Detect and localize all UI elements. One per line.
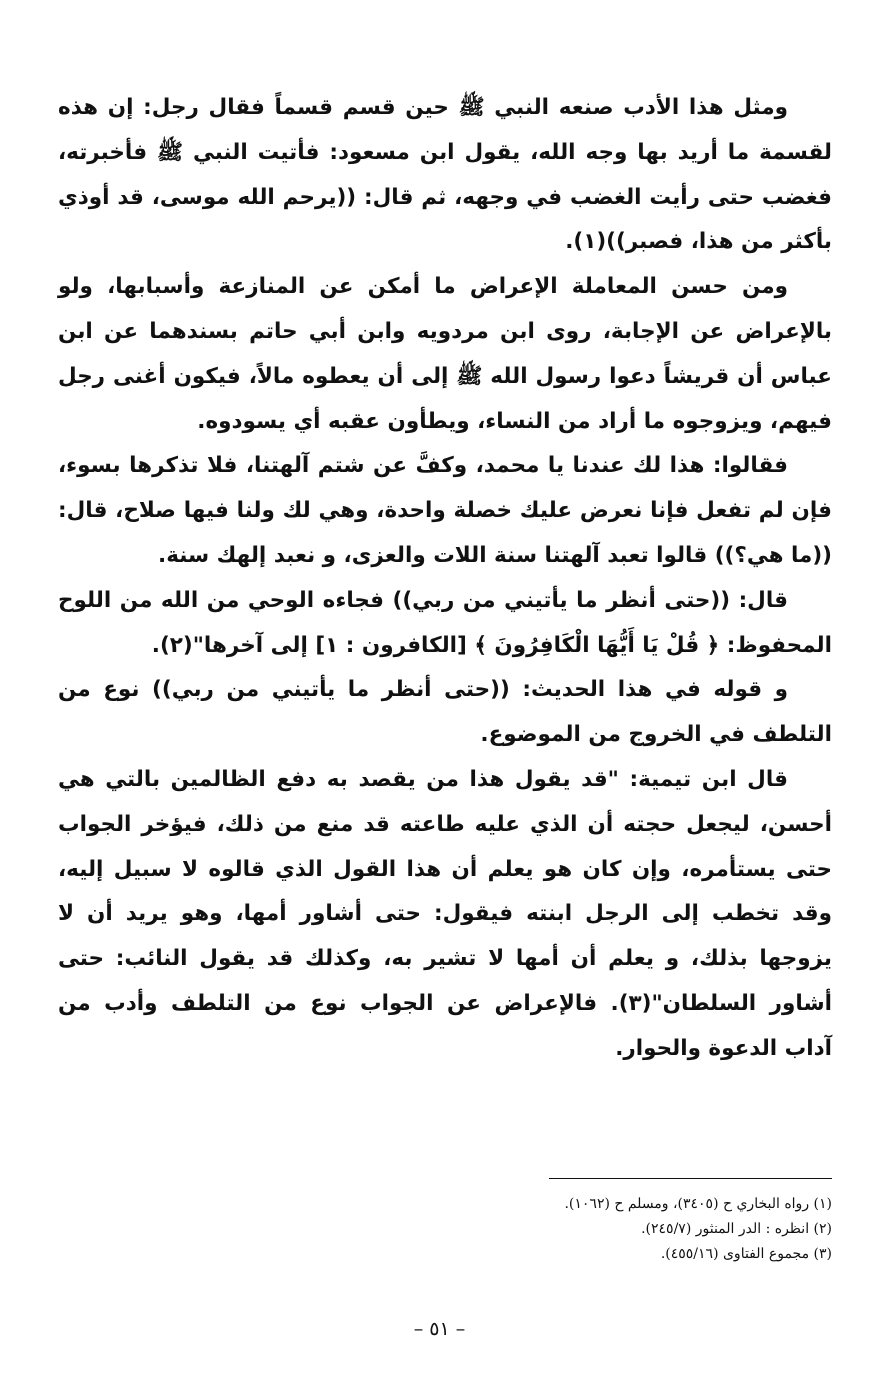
paragraph-2: ومن حسن المعاملة الإعراض ما أمكن عن المنازعة وأسبابها، ولو بالإعراض عن الإجابة، روى ابن مردويه وابن أبي حاتم بسندهما عن ابن عباس أن قريشاً دعوا رسول الله ﷺ إلى أن يعطوه مالاً، فيكون أغنى رجل فيهم، ويزوجوه ما أراد من النساء، ويطأون عقبه أي يسودوه. [58, 274, 832, 434]
paragraph-6: قال ابن تيمية: "قد يقول هذا من يقصد به دفع الظالمين بالتي هي أحسن، ليجعل حجته أن الذي عليه طاعته قد منع من ذلك، فيؤخر الجواب حتى يستأمره، وإن كان هو يعلم أن هذا القول الذي قالوه لا سبيل إليه، وقد تخطب إلى الرجل ابنته فيقول: حتى أشاور أمها، وهو يريد أن لا يزوجها بذلك، و يعلم أن أمها لا تشير به، وكذلك قد يقول النائب: حتى أشاور السلطان"(٣). فالإعراض عن الجواب نوع من التلطف وأدب من آداب الدعوة والحوار. [58, 766, 832, 1061]
footnote-3: (٣) مجموع الفتاوى (٤٥٥/١٦). [660, 1246, 832, 1262]
footnote-divider [549, 1178, 832, 1179]
paragraph-3: فقالوا: هذا لك عندنا يا محمد، وكفَّ عن شتم آلهتنا، فلا تذكرها بسوء، فإن لم تفعل فإنا نعرض عليك خصلة واحدة، وهي لك ولنا فيها صلاح، قال: ((ما هي؟)) قالوا تعبد آلهتنا سنة اللات والعزى، و نعبد إلهك سنة. [58, 453, 832, 568]
page-number: – ٥١ – [413, 1318, 466, 1340]
paragraph-5: و قوله في هذا الحديث: ((حتى أنظر ما يأتيني من ربي)) نوع من التلطف في الخروج من الموضوع. [58, 677, 832, 748]
main-text [58, 86, 832, 1072]
paragraph-1: ومثل هذا الأدب صنعه النبي ﷺ حين قسم قسماً فقال رجل: إن هذه لقسمة ما أريد بها وجه الله، يقول ابن مسعود: فأتيت النبي ﷺ فأخبرته، فغضب حتى رأيت الغضب في وجهه، ثم قال: ((يرحم الله موسى، قد أوذي بأكثر من هذا، فصبر))(١). [58, 95, 832, 255]
footnote-1: (١) رواه البخاري ح (٣٤٠٥)، ومسلم ح (١٠٦٢). [564, 1196, 832, 1212]
paragraph-4: قال: ((حتى أنظر ما يأتيني من ربي)) فجاءه الوحي من الله من اللوح المحفوظ: ﴿ قُلْ يَا أَيُّهَا الْكَافِرُونَ ﴾ [الكافرون : ١] إلى آخرها"(٢). [58, 587, 832, 658]
footnotes [412, 1192, 832, 1267]
footnote-2: (٢) انظره : الدر المنثور (٢٤٥/٧). [641, 1221, 832, 1237]
